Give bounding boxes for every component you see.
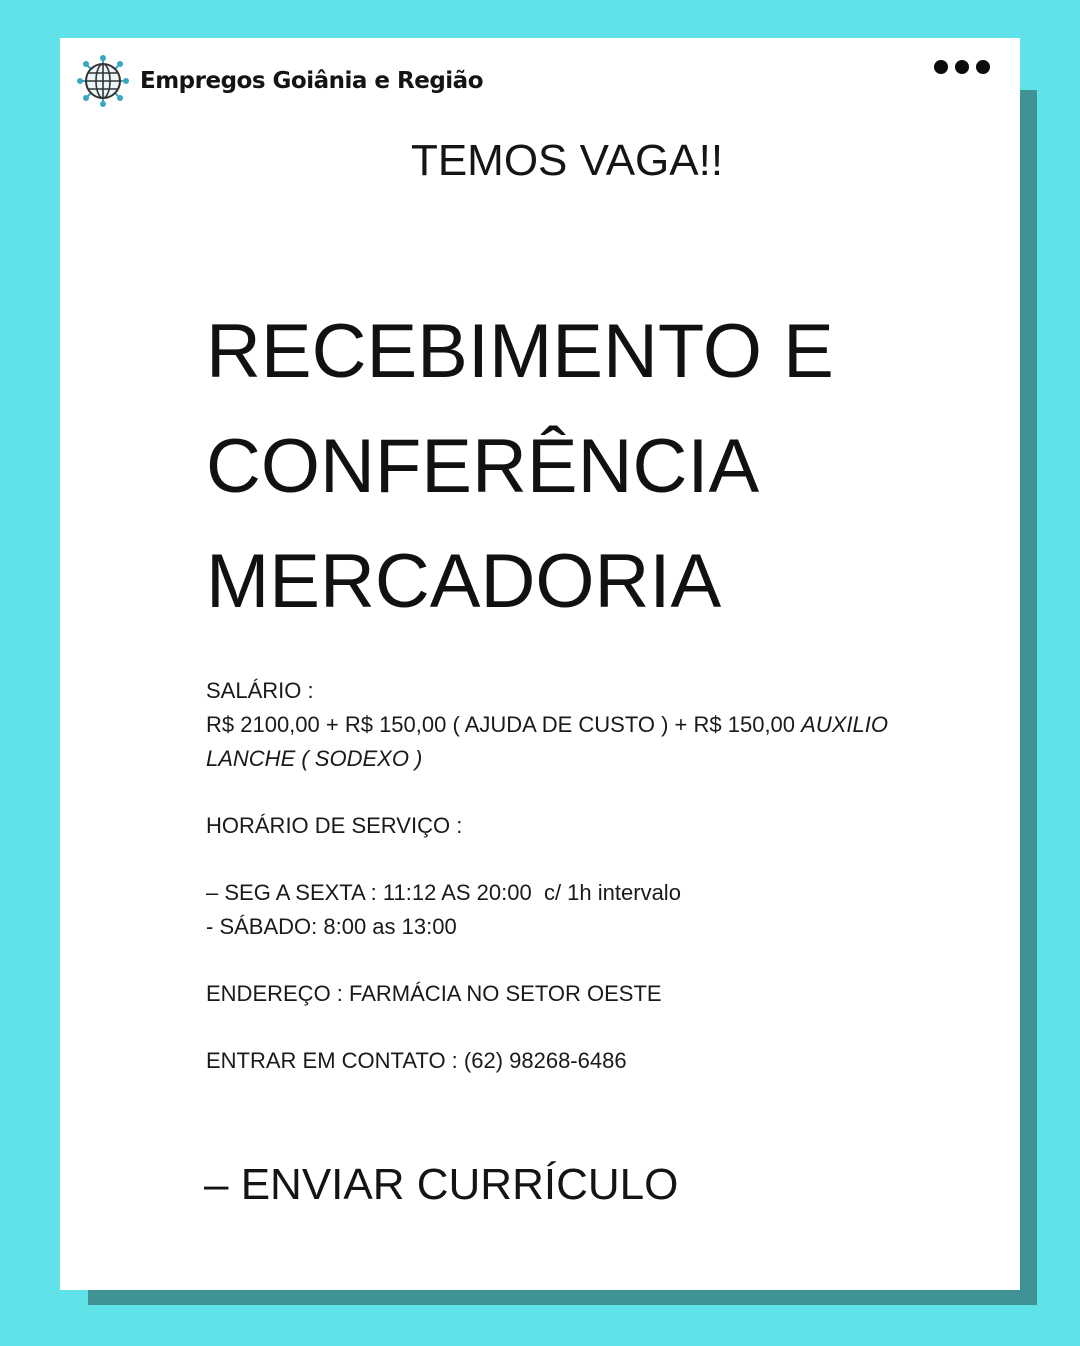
post-card [60, 38, 1020, 1290]
salary-benefit: AUXILIO LANCHE ( SODEXO ) [206, 712, 888, 771]
job-details [206, 674, 926, 1078]
post-header [76, 54, 483, 108]
schedule-label: HORÁRIO DE SERVIÇO : [206, 813, 463, 838]
more-dots-icon[interactable] [934, 58, 990, 76]
globe-network-icon[interactable] [76, 54, 130, 108]
job-title-line: CONFERÊNCIA [206, 424, 760, 509]
contact: ENTRAR EM CONTATO : (62) 98268-6486 [206, 1048, 627, 1073]
job-title-line: MERCADORIA [206, 539, 722, 624]
address: ENDEREÇO : FARMÁCIA NO SETOR OESTE [206, 981, 662, 1006]
schedule-weekdays: – SEG A SEXTA : 11:12 AS 20:00 c/ 1h intervalo [206, 880, 681, 905]
salary-text: R$ 2100,00 + R$ 150,00 ( AJUDA DE CUSTO ) + R$ 150,00 [206, 712, 802, 737]
schedule-saturday: - SÁBADO: 8:00 as 13:00 [206, 914, 457, 939]
salary-label: SALÁRIO : [206, 678, 314, 703]
menu-dot [976, 60, 990, 74]
salary-value [206, 708, 926, 776]
job-title [206, 294, 834, 639]
menu-dot [934, 60, 948, 74]
menu-dot [955, 60, 969, 74]
send-resume-text: – ENVIAR CURRÍCULO [204, 1160, 679, 1209]
account-name[interactable]: Empregos Goiânia e Região [140, 68, 484, 94]
job-title-line: RECEBIMENTO E [206, 309, 834, 394]
tagline: TEMOS VAGA!! [410, 136, 724, 185]
